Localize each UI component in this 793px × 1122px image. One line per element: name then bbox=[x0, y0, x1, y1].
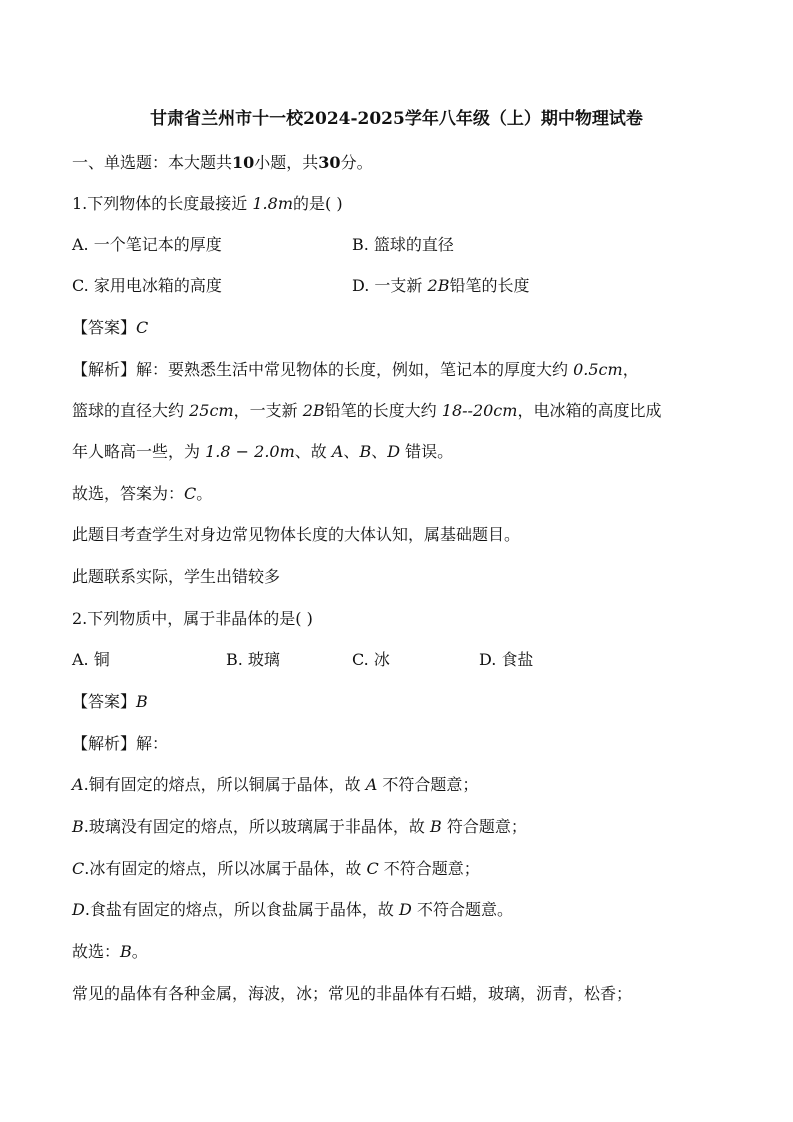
option-text: D. 一支新 bbox=[352, 276, 423, 295]
analysis-value: 1.8 − 2.0m bbox=[205, 442, 295, 461]
analysis-text: 、故 bbox=[294, 442, 327, 461]
analysis-text: ， bbox=[622, 360, 639, 379]
analysis-value: 2B bbox=[302, 401, 325, 420]
q1-option-c: C. 家用电冰箱的高度 bbox=[72, 276, 222, 295]
q2-option-a: A. 铜 bbox=[72, 650, 110, 669]
analysis-text: .冰有固定的熔点，所以冰属于晶体，故 bbox=[84, 859, 362, 878]
analysis-text: 错误。 bbox=[405, 442, 454, 461]
analysis-value: D bbox=[387, 442, 401, 461]
option-value: 2B bbox=[427, 276, 450, 295]
analysis-value: A bbox=[331, 442, 344, 461]
analysis-key: C bbox=[72, 859, 85, 878]
analysis-value: C bbox=[366, 859, 379, 878]
section-score: 30 bbox=[318, 153, 341, 172]
analysis-key: B bbox=[72, 817, 84, 836]
answer-label: 【答案】 bbox=[72, 318, 137, 337]
analysis-key: D bbox=[72, 900, 85, 919]
analysis-text: ，一支新 bbox=[233, 401, 298, 420]
q2-analysis-d bbox=[72, 897, 513, 920]
q2-selection bbox=[72, 939, 148, 962]
section-heading bbox=[72, 150, 373, 173]
analysis-value: 0.5cm bbox=[573, 360, 623, 379]
q1-selection bbox=[72, 481, 212, 504]
analysis-text: .铜有固定的熔点，所以铜属于晶体，故 bbox=[83, 775, 361, 794]
analysis-value: B bbox=[120, 942, 132, 961]
analysis-value: C bbox=[184, 484, 197, 503]
analysis-text: 。 bbox=[131, 942, 148, 961]
analysis-value: B bbox=[359, 442, 372, 461]
q1-option-d bbox=[352, 273, 529, 296]
q2-analysis-head: 【解析】解： bbox=[72, 734, 169, 753]
q1-option-b: B. 篮球的直径 bbox=[352, 235, 454, 254]
q1-comment-2: 此题联系实际，学生出错较多 bbox=[72, 567, 281, 586]
q1-comment-1: 此题目考查学生对身边常见物体长度的大体认知，属基础题目。 bbox=[72, 525, 521, 544]
analysis-text: 不符合题意。 bbox=[416, 900, 513, 919]
q1-option-a: A. 一个笔记本的厚度 bbox=[72, 235, 222, 254]
q2-note: 常见的晶体有各种金属，海波，冰；常见的非晶体有石蜡，玻璃，沥青，松香； bbox=[72, 984, 633, 1003]
stem-value: 1.8m bbox=[252, 194, 293, 213]
q2-answer bbox=[72, 689, 148, 712]
analysis-text: 、 bbox=[371, 442, 388, 461]
analysis-value: 25cm bbox=[189, 401, 234, 420]
analysis-text: 不符合题意； bbox=[382, 775, 479, 794]
analysis-value: A bbox=[365, 775, 378, 794]
analysis-value: 18--20cm bbox=[441, 401, 518, 420]
stem-text: 1.下列物体的长度最接近 bbox=[72, 194, 248, 213]
question-1-stem bbox=[72, 191, 343, 214]
page-title: 甘肃省兰州市十一校2024-2025学年八年级（上）期中物理试卷 bbox=[150, 109, 643, 129]
question-2-stem: 2.下列物质中，属于非晶体的是( ) bbox=[72, 609, 313, 628]
q1-analysis-line-2 bbox=[72, 398, 661, 421]
q2-option-d: D. 食盐 bbox=[479, 650, 534, 669]
analysis-text: 、 bbox=[343, 442, 360, 461]
analysis-text: 故选，答案为： bbox=[72, 484, 185, 503]
answer-value: C bbox=[136, 318, 149, 337]
q2-option-b: B. 玻璃 bbox=[226, 650, 280, 669]
analysis-text: 【解析】解：要熟悉生活中常见物体的长度，例如，笔记本的厚度大约 bbox=[72, 360, 569, 379]
analysis-value: B bbox=[429, 817, 442, 836]
option-text: 铅笔的长度 bbox=[449, 276, 530, 295]
analysis-text: 。 bbox=[196, 484, 213, 503]
analysis-text: 年人略高一些，为 bbox=[72, 442, 201, 461]
analysis-value: D bbox=[399, 900, 412, 919]
q1-answer bbox=[72, 315, 148, 338]
q2-analysis-b bbox=[72, 814, 527, 837]
section-heading-text: 小题，共 bbox=[254, 153, 319, 172]
analysis-text: .食盐有固定的熔点，所以食盐属于晶体，故 bbox=[84, 900, 394, 919]
analysis-text: 不符合题意； bbox=[383, 859, 480, 878]
section-heading-text: 一、单选题：本大题共 bbox=[72, 153, 233, 172]
q2-analysis-a bbox=[72, 772, 478, 795]
analysis-text: ，电冰箱的高度比成 bbox=[517, 401, 662, 420]
analysis-text: .玻璃没有固定的熔点，所以玻璃属于非晶体，故 bbox=[83, 817, 425, 836]
answer-label: 【答案】 bbox=[72, 692, 137, 711]
analysis-text: 篮球的直径大约 bbox=[72, 401, 185, 420]
stem-text: 的是( ) bbox=[293, 194, 343, 213]
q1-analysis-line-1 bbox=[72, 357, 639, 380]
section-heading-text: 分。 bbox=[340, 153, 373, 172]
question-count: 10 bbox=[232, 153, 255, 172]
analysis-text: 故选： bbox=[72, 942, 121, 961]
analysis-key: A bbox=[72, 775, 84, 794]
analysis-text: 符合题意； bbox=[446, 817, 527, 836]
q2-option-c: C. 冰 bbox=[352, 650, 390, 669]
answer-value: B bbox=[136, 692, 148, 711]
analysis-text: 铅笔的长度大约 bbox=[324, 401, 437, 420]
q1-analysis-line-3 bbox=[72, 439, 453, 462]
q2-analysis-c bbox=[72, 856, 480, 879]
